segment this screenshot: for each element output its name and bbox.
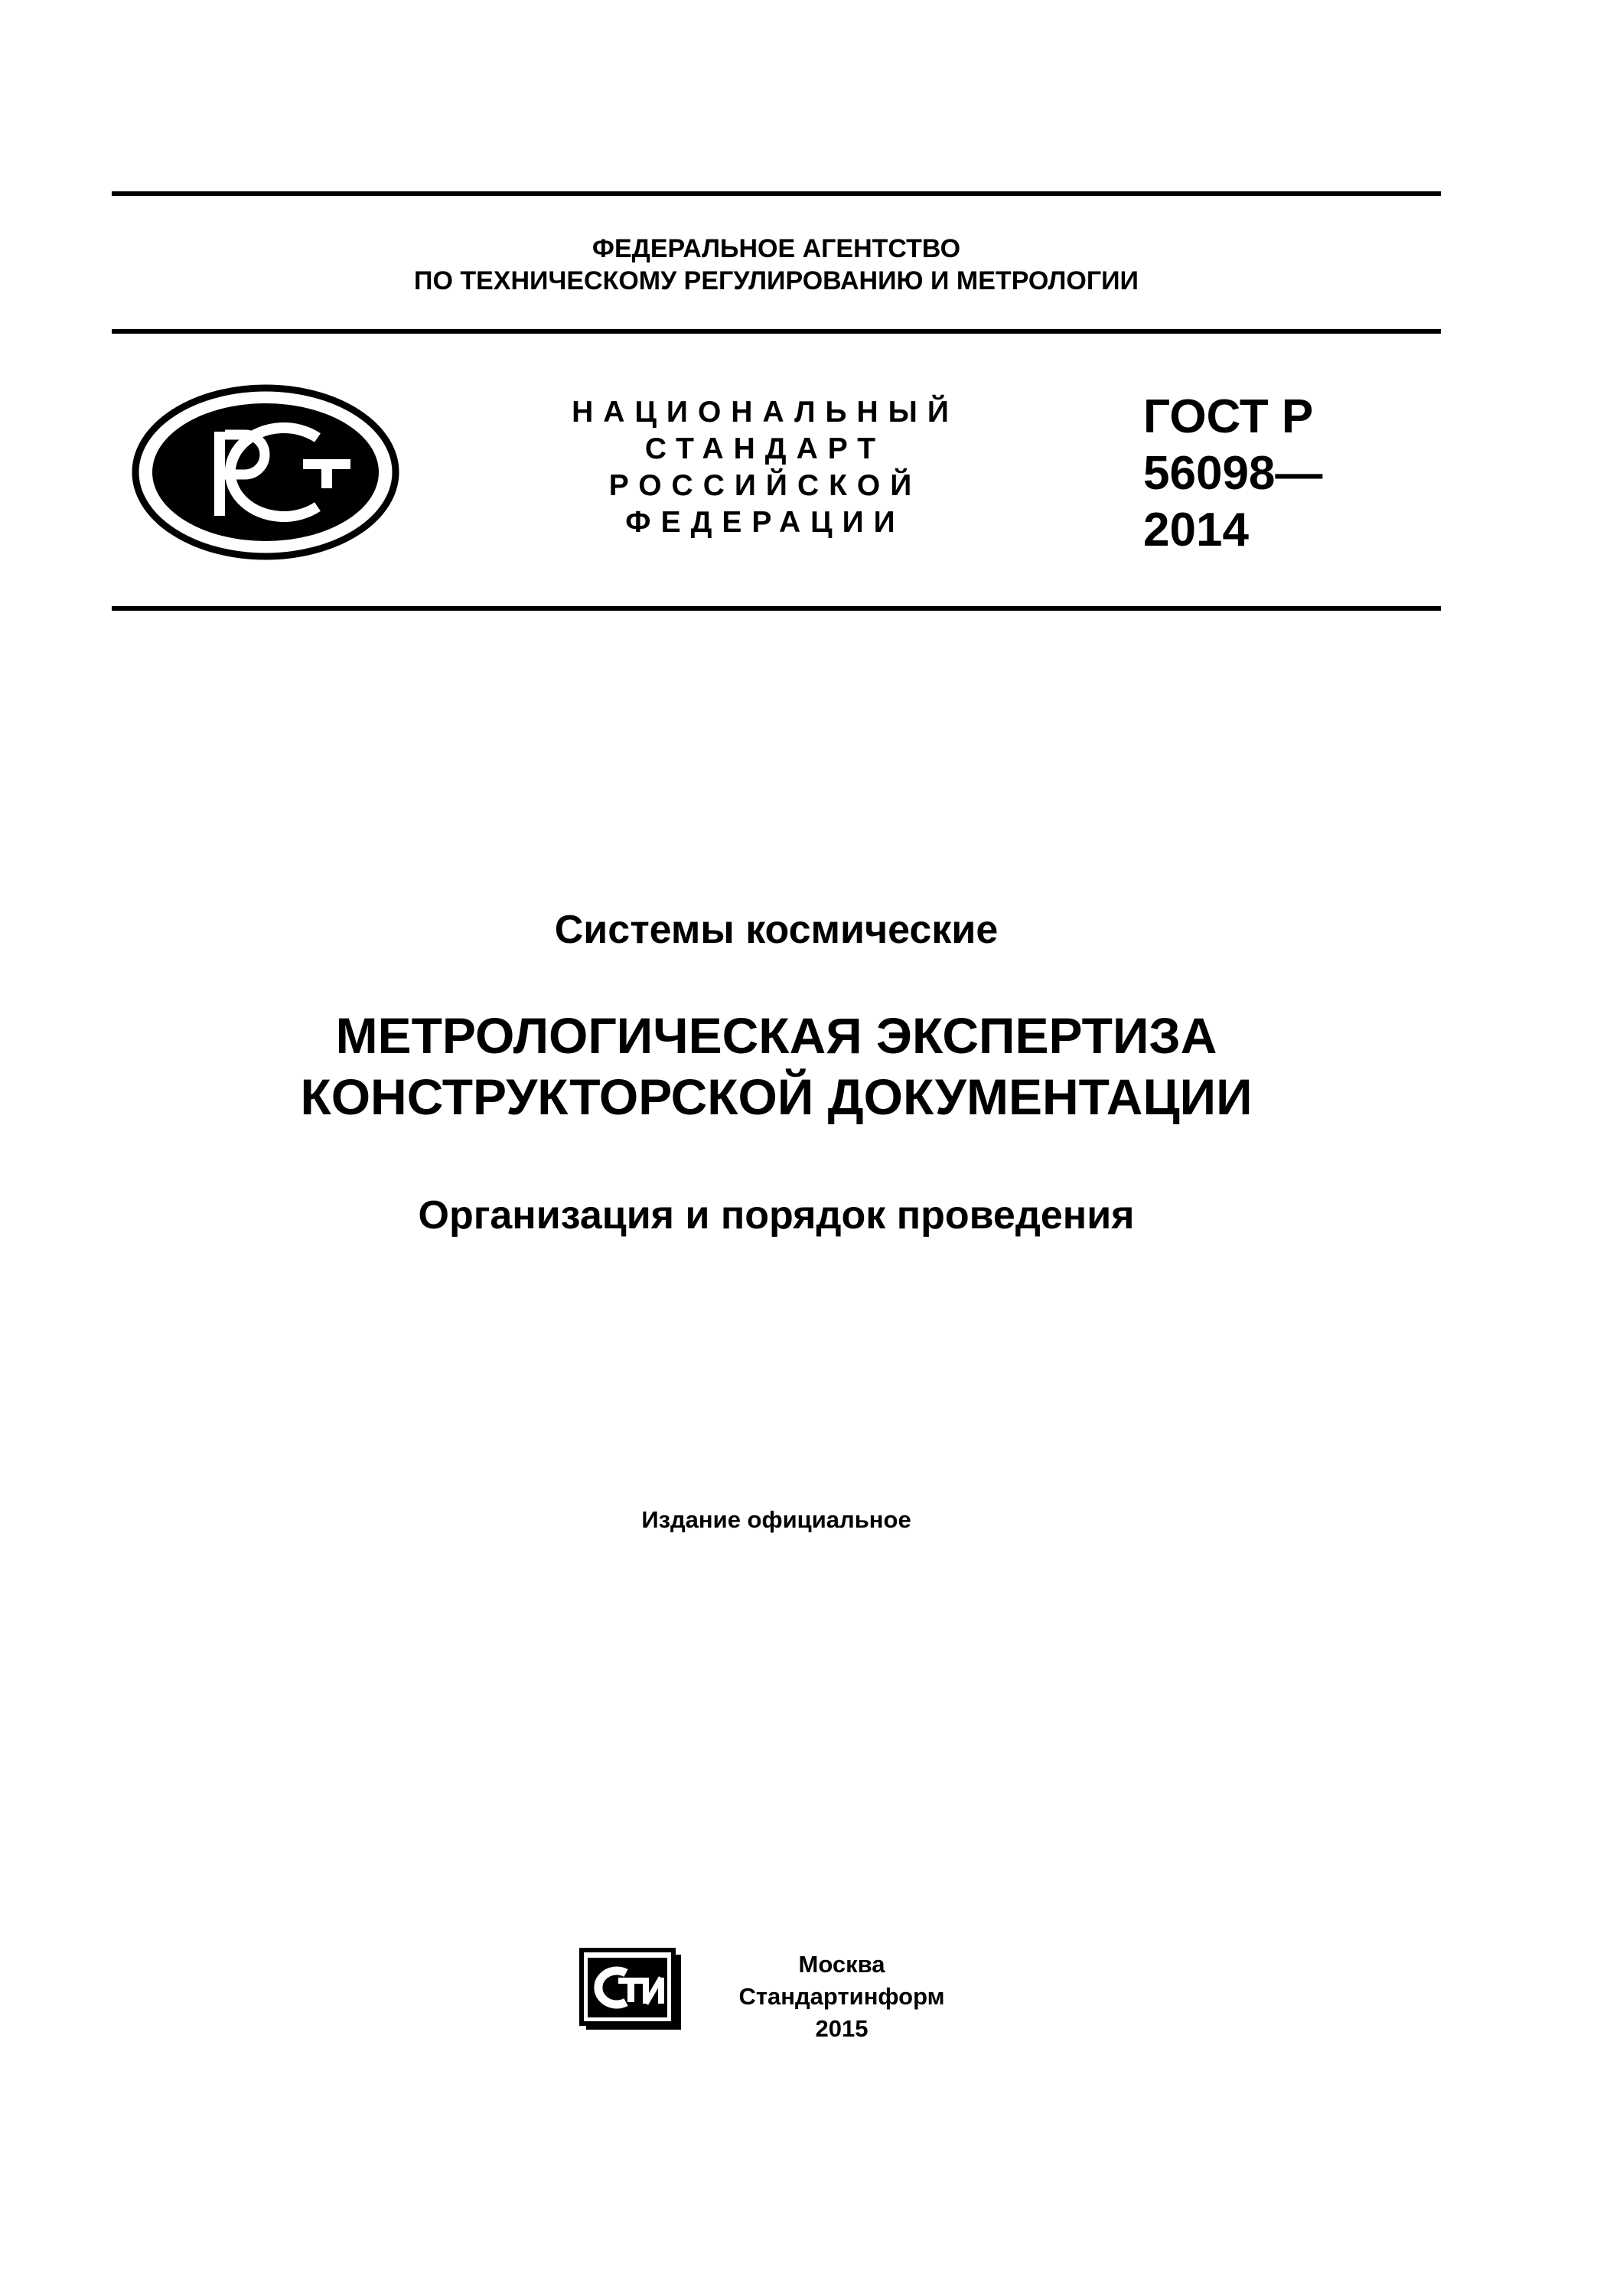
agency-line-2: ПО ТЕХНИЧЕСКОМУ РЕГУЛИРОВАНИЮ И МЕТРОЛОГИИ (414, 266, 1139, 295)
agency-line-1: ФЕДЕРАЛЬНОЕ АГЕНТСТВО (592, 234, 961, 263)
national-standard-line-1: НАЦИОНАЛЬНЫЙ (572, 396, 959, 429)
gost-r-certification-mark-icon (130, 383, 401, 562)
standard-code-line-3: 2014 (1143, 504, 1249, 556)
bottom-divider (112, 606, 1441, 611)
national-standard-line-3: РОССИЙСКОЙ (608, 469, 922, 502)
middle-divider (112, 329, 1441, 334)
standard-designation (1143, 389, 1322, 559)
document-title-line-2: КОНСТРУКТОРСКОЙ ДОКУМЕНТАЦИИ (300, 1068, 1253, 1125)
top-divider (112, 191, 1441, 196)
agency-header (112, 233, 1441, 297)
standard-code-line-1: ГОСТ Р (1143, 390, 1314, 443)
document-subtitle: Организация и порядок проведения (418, 1193, 1135, 1238)
edition-label: Издание официальное (641, 1506, 911, 1533)
national-standard-label (551, 394, 979, 541)
national-standard-line-4: ФЕДЕРАЦИИ (625, 506, 905, 539)
standartinform-sti-logo-icon (578, 1947, 684, 2033)
document-title (112, 1005, 1441, 1127)
publisher-city: Москва (798, 1951, 885, 1978)
publication-year: 2015 (815, 2015, 869, 2042)
document-title-line-1: МЕТРОЛОГИЧЕСКАЯ ЭКСПЕРТИЗА (335, 1007, 1217, 1064)
national-standard-line-2: СТАНДАРТ (644, 432, 886, 465)
publisher-name: Стандартинформ (738, 1983, 945, 2010)
publisher-block (689, 1949, 995, 2045)
standard-code-line-2: 56098— (1143, 447, 1323, 500)
document-pretitle: Системы космические (554, 908, 999, 952)
